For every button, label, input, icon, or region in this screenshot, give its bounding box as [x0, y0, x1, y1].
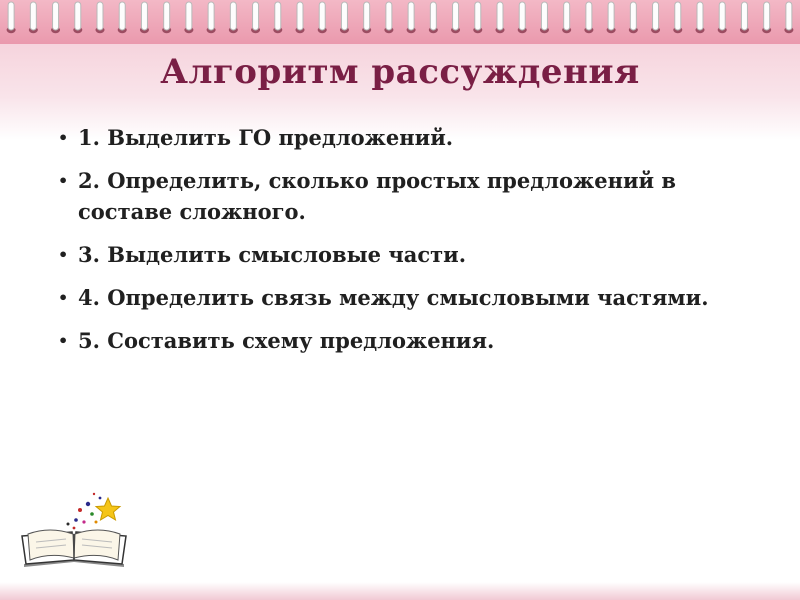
slide-title: Алгоритм рассуждения — [160, 52, 640, 92]
spiral-ring — [384, 2, 393, 33]
spiral-ring — [473, 2, 482, 33]
spiral-ring — [96, 2, 105, 33]
spiral-ring — [118, 2, 127, 33]
list-item — [54, 165, 754, 227]
list-item — [54, 239, 754, 270]
spiral-ring — [651, 2, 660, 33]
spiral-ring — [496, 2, 505, 33]
spiral-ring — [318, 2, 327, 33]
step-text: 5. Составить схему предложения. — [78, 328, 495, 353]
spiral-ring — [762, 2, 771, 33]
open-book-with-stars-icon — [18, 490, 130, 570]
spiral-ring — [296, 2, 305, 33]
step-text: 3. Выделить смысловые части. — [78, 242, 467, 267]
spiral-ring — [740, 2, 749, 33]
spiral-ring — [562, 2, 571, 33]
spiral-ring — [429, 2, 438, 33]
step-text: 1. Выделить ГО предложений. — [78, 125, 454, 150]
spiral-ring — [207, 2, 216, 33]
spiral-ring — [73, 2, 82, 33]
spiral-ring — [696, 2, 705, 33]
spiral-ring — [784, 2, 793, 33]
spiral-ring — [162, 2, 171, 33]
footer-strip — [0, 582, 800, 600]
list-item — [54, 325, 754, 356]
spiral-ring — [584, 2, 593, 33]
spiral-ring — [140, 2, 149, 33]
spiral-ring — [673, 2, 682, 33]
bullet-icon: • — [58, 331, 69, 350]
spiral-ring — [407, 2, 416, 33]
bullet-icon: • — [58, 128, 69, 147]
spiral-ring — [251, 2, 260, 33]
spiral-ring — [51, 2, 60, 33]
step-text: 2. Определить, сколько простых предложений в составе сложного. — [78, 168, 677, 224]
spiral-ring — [718, 2, 727, 33]
list-item — [54, 282, 754, 313]
step-text: 4. Определить связь между смысловыми частями. — [78, 285, 709, 310]
spiral-ring — [7, 2, 16, 33]
spiral-ring — [607, 2, 616, 33]
spiral-ring — [362, 2, 371, 33]
spiral-ring — [229, 2, 238, 33]
bullet-icon: • — [58, 245, 69, 264]
spiral-ring — [629, 2, 638, 33]
spiral-ring — [29, 2, 38, 33]
spiral-ring — [273, 2, 282, 33]
spiral-ring — [518, 2, 527, 33]
steps-list — [54, 122, 754, 368]
list-item — [54, 122, 754, 153]
spiral-ring — [451, 2, 460, 33]
spiral-ring — [540, 2, 549, 33]
spiral-ring — [340, 2, 349, 33]
spiral-binding — [0, 0, 800, 44]
spiral-ring — [184, 2, 193, 33]
bullet-icon: • — [58, 288, 69, 307]
bullet-icon: • — [58, 171, 69, 190]
